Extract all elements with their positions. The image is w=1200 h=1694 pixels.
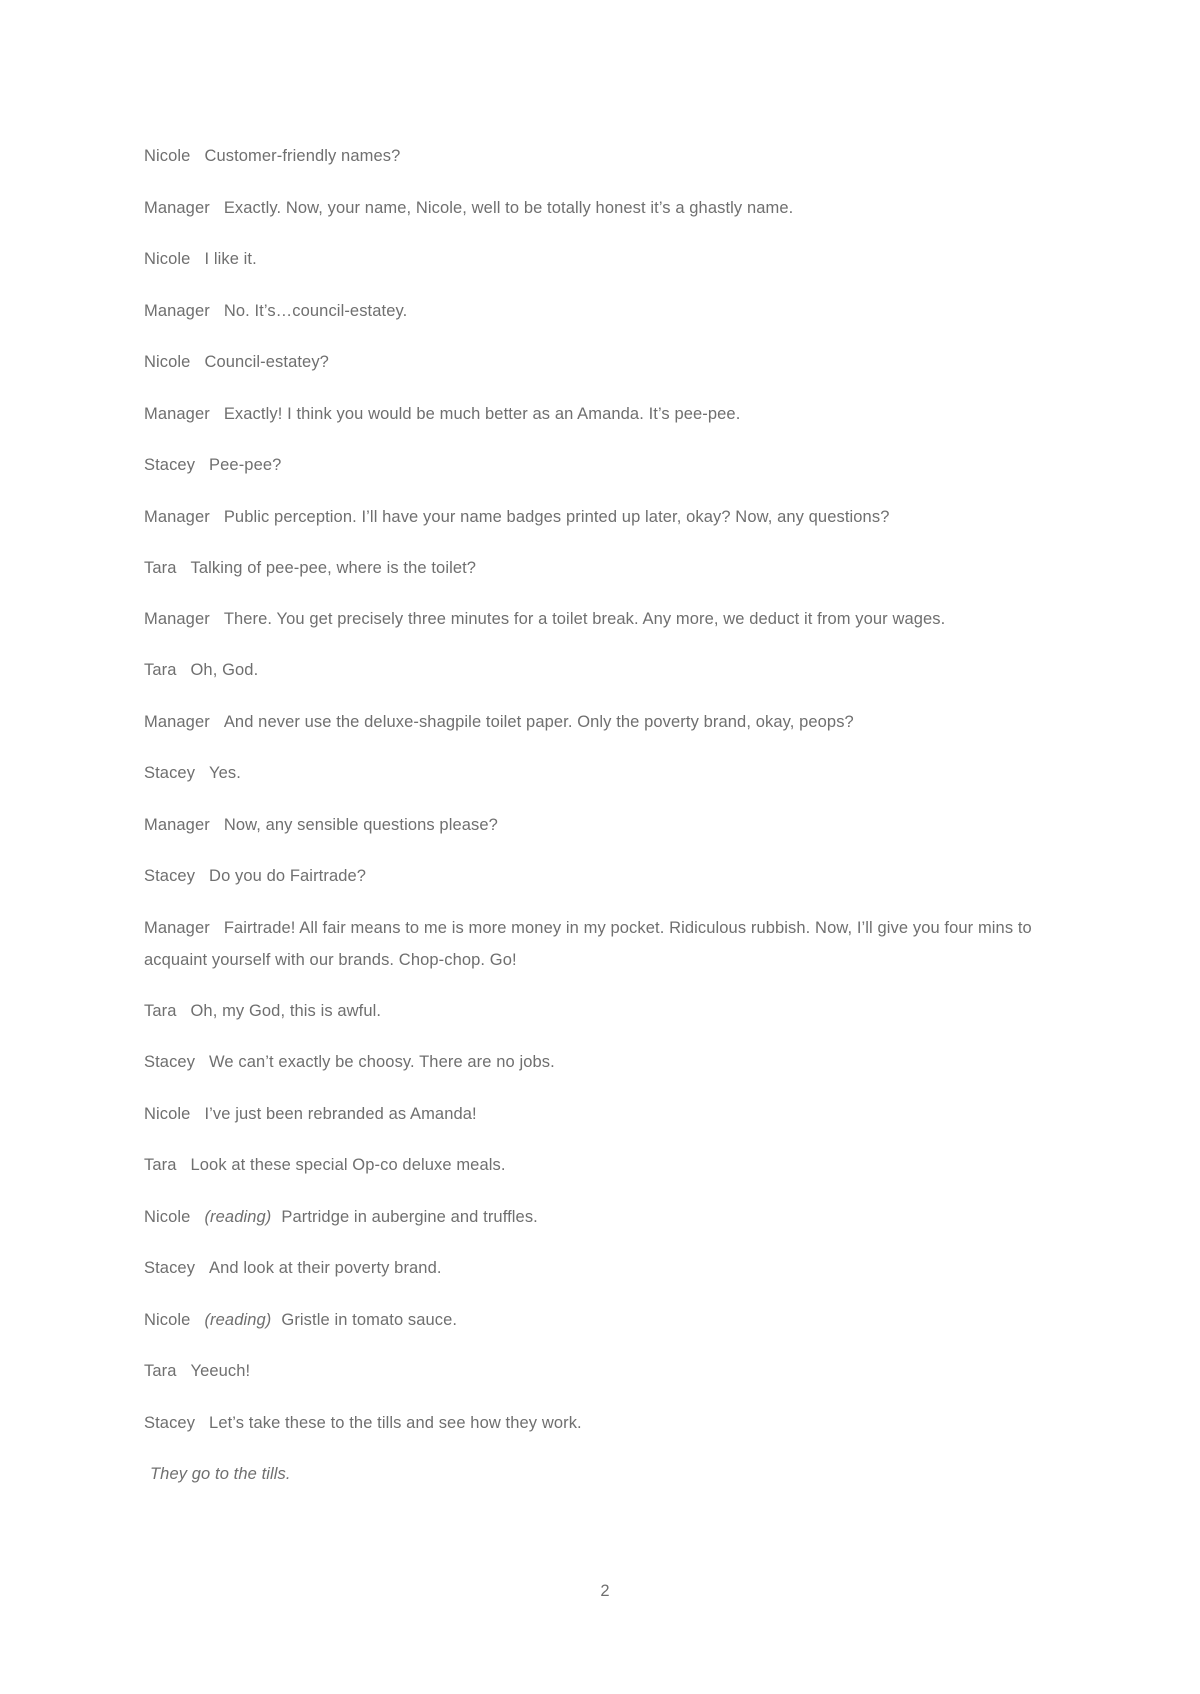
dialogue-text: We can’t exactly be choosy. There are no jobs. (209, 1053, 555, 1071)
dialogue-line (144, 603, 1074, 635)
speaker-name: Manager (144, 404, 210, 423)
dialogue-line (144, 140, 1074, 172)
dialogue-line (144, 192, 1074, 224)
dialogue-line (144, 449, 1074, 481)
dialogue-text: Pee-pee? (209, 456, 282, 474)
dialogue-text: Talking of pee-pee, where is the toilet? (190, 558, 477, 577)
speaker-name: Tara (144, 661, 177, 679)
dialogue-text: And never use the deluxe-shagpile toilet paper. Only the poverty brand, okay, peops? (223, 712, 854, 731)
speaker-name: Stacey (144, 867, 196, 885)
speaker-name: Tara (144, 1001, 177, 1020)
dialogue-line (144, 1098, 1074, 1130)
dialogue-line (144, 1149, 1074, 1181)
dialogue-line (144, 1046, 1074, 1078)
speaker-name: Nicole (144, 1310, 191, 1329)
dialogue-line (144, 501, 1074, 533)
dialogue-text: Gristle in tomato sauce. (281, 1310, 458, 1329)
speaker-name: Nicole (144, 1207, 191, 1226)
dialogue-line (144, 295, 1074, 327)
speaker-name: Manager (144, 918, 210, 937)
speaker-name: Nicole (144, 250, 191, 268)
dialogue-line (144, 809, 1074, 841)
dialogue-text: Customer-friendly names? (204, 147, 401, 165)
dialogue-text: Now, any sensible questions please? (223, 815, 498, 834)
dialogue-line (144, 398, 1074, 430)
speaker-name: Manager (144, 712, 210, 731)
speaker-name: Manager (144, 301, 210, 320)
dialogue-line (144, 1201, 1074, 1233)
dialogue-text: There. You get precisely three minutes for a toilet break. Any more, we deduct it from your wages. (223, 610, 946, 628)
page-number: 2 (600, 1582, 610, 1600)
speaker-name: Tara (144, 558, 177, 577)
dialogue-text: Oh, God. (190, 661, 259, 679)
dialogue-text: Partridge in aubergine and truffles. (281, 1207, 538, 1226)
speaker-name: Manager (144, 507, 210, 526)
speaker-name: Manager (144, 815, 210, 834)
dialogue-text: Look at these special Op-co deluxe meals. (190, 1156, 506, 1174)
dialogue-text: No. It’s…council-estatey. (223, 301, 408, 320)
dialogue-line (144, 706, 1074, 738)
speaker-name: Manager (144, 198, 210, 217)
dialogue-text: Yeeuch! (190, 1362, 251, 1380)
dialogue-line (144, 757, 1074, 789)
dialogue-line (144, 1407, 1074, 1439)
dialogue-line (144, 654, 1074, 686)
dialogue-line (144, 1252, 1074, 1284)
dialogue-text: I’ve just been rebranded as Amanda! (204, 1104, 477, 1123)
dialogue-line (144, 552, 1074, 584)
dialogue-text: Do you do Fairtrade? (209, 867, 367, 885)
speaker-name: Nicole (144, 147, 191, 165)
speaker-name: Stacey (144, 1053, 196, 1071)
dialogue-line (144, 912, 1074, 976)
speaker-name: Nicole (144, 353, 191, 371)
dialogue-line (144, 243, 1074, 275)
script-body (144, 140, 1074, 1510)
dialogue-text: And look at their poverty brand. (209, 1259, 442, 1277)
speaker-name: Stacey (144, 1413, 196, 1432)
dialogue-line (144, 1304, 1074, 1336)
dialogue-text: Oh, my God, this is awful. (190, 1001, 382, 1020)
speaker-name: Manager (144, 610, 210, 628)
dialogue-text: Council-estatey? (204, 353, 329, 371)
speaker-name: Stacey (144, 456, 196, 474)
speaker-name: Tara (144, 1362, 177, 1380)
dialogue-line (144, 1355, 1074, 1387)
stage-direction-inline: (reading) (204, 1310, 272, 1329)
dialogue-text: Exactly. Now, your name, Nicole, well to be totally honest it’s a ghastly name. (223, 198, 794, 217)
dialogue-text: Exactly! I think you would be much better as an Amanda. It’s pee-pee. (223, 404, 741, 423)
dialogue-text: Yes. (209, 764, 241, 782)
speaker-name: Tara (144, 1156, 177, 1174)
stage-direction-inline: (reading) (204, 1207, 272, 1226)
dialogue-line (144, 860, 1074, 892)
dialogue-text: Fairtrade! All fair means to me is more money in my pocket. Ridiculous rubbish. Now, I’ll give you four mins to acquaint yourself with our brands. Chop-chop. Go! (144, 918, 1032, 969)
speaker-name: Nicole (144, 1104, 191, 1123)
dialogue-text: I like it. (204, 250, 257, 268)
dialogue-line (144, 346, 1074, 378)
speaker-name: Stacey (144, 1259, 196, 1277)
dialogue-line (144, 995, 1074, 1027)
dialogue-text: Let’s take these to the tills and see how they work. (209, 1413, 582, 1432)
stage-direction: They go to the tills. (150, 1465, 291, 1483)
speaker-name: Stacey (144, 764, 196, 782)
dialogue-text: Public perception. I’ll have your name badges printed up later, okay? Now, any questions? (223, 507, 890, 526)
